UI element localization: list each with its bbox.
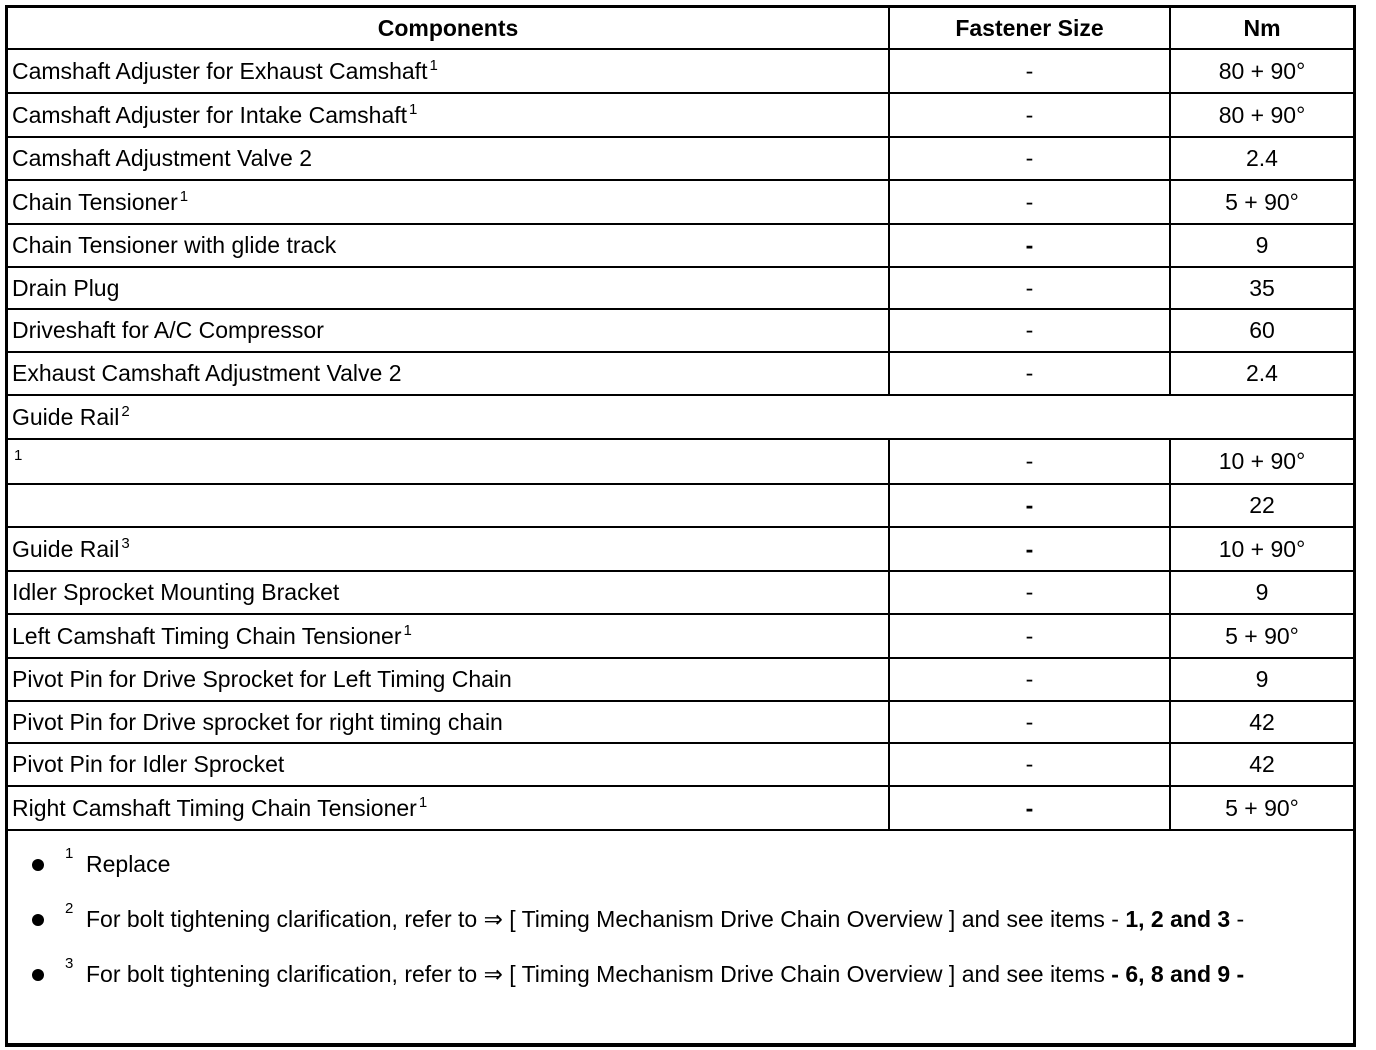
component-cell <box>8 484 889 527</box>
fastener-size-cell: - <box>889 743 1170 786</box>
component-name: Exhaust Camshaft Adjustment Valve 2 <box>12 360 402 386</box>
component-cell <box>8 267 889 309</box>
component-cell <box>8 352 889 395</box>
table-row <box>8 224 1353 267</box>
table-row <box>8 614 1353 658</box>
component-cell <box>8 93 889 137</box>
torque-nm-cell: 9 <box>1170 224 1353 267</box>
fastener-size-cell: - <box>889 224 1170 267</box>
fastener-size-cell: - <box>889 137 1170 180</box>
component-cell <box>8 658 889 701</box>
fastener-size-cell: - <box>889 439 1170 484</box>
table-row <box>8 658 1353 701</box>
component-name: Pivot Pin for Drive Sprocket for Left Timing Chain <box>12 666 512 692</box>
component-cell <box>8 571 889 614</box>
component-name: Right Camshaft Timing Chain Tensioner <box>12 794 417 821</box>
component-cell <box>8 49 889 93</box>
header-row <box>8 8 1353 49</box>
component-name: Chain Tensioner <box>12 188 178 215</box>
component-cell <box>8 786 889 830</box>
fastener-size-cell: - <box>889 658 1170 701</box>
fastener-size-cell: - <box>889 352 1170 395</box>
fastener-size-cell: - <box>889 267 1170 309</box>
table-row <box>8 352 1353 395</box>
torque-nm-cell: 5 + 90° <box>1170 180 1353 224</box>
component-cell <box>8 701 889 743</box>
component-name: Driveshaft for A/C Compressor <box>12 317 324 343</box>
bullet-dot-icon <box>32 969 44 981</box>
footnote-ref: 1 <box>14 447 23 464</box>
torque-nm-cell: 2.4 <box>1170 352 1353 395</box>
table-row <box>8 93 1353 137</box>
footnote-ref: 2 <box>121 402 130 420</box>
component-name: Pivot Pin for Idler Sprocket <box>12 751 285 777</box>
component-name: Idler Sprocket Mounting Bracket <box>12 579 340 605</box>
component-cell <box>8 309 889 352</box>
torque-nm-cell: 42 <box>1170 743 1353 786</box>
torque-nm-cell: 10 + 90° <box>1170 527 1353 571</box>
component-name: Left Camshaft Timing Chain Tensioner <box>12 622 402 649</box>
torque-nm-cell: 80 + 90° <box>1170 93 1353 137</box>
fastener-size-cell: - <box>889 180 1170 224</box>
torque-nm-cell: 35 <box>1170 267 1353 309</box>
torque-nm-cell: 60 <box>1170 309 1353 352</box>
component-name: Camshaft Adjustment Valve 2 <box>12 145 312 171</box>
component-cell <box>8 137 889 180</box>
component-cell <box>8 614 889 658</box>
table-row <box>8 309 1353 352</box>
fastener-size-cell: - <box>889 484 1170 527</box>
footnote-text: For bolt tightening clarification, refer to ⇒ [ Timing Mechanism Drive Chain Overview ] and see items - 1, 2 and 3 - <box>86 906 1245 932</box>
torque-nm-cell: 80 + 90° <box>1170 49 1353 93</box>
fastener-size-cell: - <box>889 309 1170 352</box>
fastener-size-cell: - <box>889 786 1170 830</box>
component-cell <box>8 527 889 571</box>
component-cell <box>8 439 889 484</box>
torque-spec-table-frame <box>5 5 1356 1047</box>
component-name: Guide Rail <box>12 535 120 562</box>
torque-nm-cell: 22 <box>1170 484 1353 527</box>
torque-spec-table <box>8 8 1353 831</box>
component-cell <box>8 224 889 267</box>
table-row <box>8 180 1353 224</box>
footnote-ref: 3 <box>121 534 130 552</box>
header-fastener-size: Fastener Size <box>889 8 1170 49</box>
footnote-text: For bolt tightening clarification, refer to ⇒ [ Timing Mechanism Drive Chain Overview ] and see items - 6, 8 and 9 - <box>86 961 1245 987</box>
component-name: Chain Tensioner with glide track <box>12 232 337 258</box>
footnote-ref: 1 <box>418 793 428 811</box>
footnote-marker: 1 <box>65 845 74 862</box>
table-row <box>8 395 1353 439</box>
header-components: Components <box>8 8 889 49</box>
torque-nm-cell: 5 + 90° <box>1170 786 1353 830</box>
footnote-text: Replace <box>86 851 171 877</box>
table-row <box>8 571 1353 614</box>
table-row <box>8 439 1353 484</box>
footnote-ref: 1 <box>429 56 438 74</box>
table-row <box>8 484 1353 527</box>
fastener-size-cell: - <box>889 527 1170 571</box>
component-name: Drain Plug <box>12 274 120 301</box>
fastener-size-cell: - <box>889 49 1170 93</box>
table-row <box>8 137 1353 180</box>
footnote-marker: 3 <box>65 955 74 972</box>
table-row <box>8 743 1353 786</box>
fastener-size-cell: - <box>889 701 1170 743</box>
torque-nm-cell: 10 + 90° <box>1170 439 1353 484</box>
table-row <box>8 786 1353 830</box>
torque-nm-cell: 42 <box>1170 701 1353 743</box>
header-nm: Nm <box>1170 8 1353 49</box>
fastener-size-cell: - <box>889 614 1170 658</box>
table-row <box>8 267 1353 309</box>
table-row <box>8 527 1353 571</box>
component-cell <box>8 743 889 786</box>
table-row <box>8 701 1353 743</box>
footnote-ref: 1 <box>409 100 418 118</box>
component-name: Pivot Pin for Drive sprocket for right timing chain <box>12 708 503 735</box>
table-row <box>8 49 1353 93</box>
torque-nm-cell: 9 <box>1170 571 1353 614</box>
torque-nm-cell: 5 + 90° <box>1170 614 1353 658</box>
footnote-ref: 1 <box>179 187 189 205</box>
footnote-marker: 2 <box>65 900 74 917</box>
bullet-dot-icon <box>32 859 44 871</box>
footnote-ref: 1 <box>403 621 412 639</box>
torque-nm-cell: 9 <box>1170 658 1353 701</box>
torque-nm-cell: 2.4 <box>1170 137 1353 180</box>
component-name: Camshaft Adjuster for Exhaust Camshaft <box>12 57 428 84</box>
component-name: Camshaft Adjuster for Intake Camshaft <box>12 101 408 128</box>
bullet-dot-icon <box>32 914 44 926</box>
fastener-size-cell: - <box>889 93 1170 137</box>
component-cell <box>8 395 1353 439</box>
component-name: Guide Rail <box>12 403 120 430</box>
component-cell <box>8 180 889 224</box>
fastener-size-cell: - <box>889 571 1170 614</box>
